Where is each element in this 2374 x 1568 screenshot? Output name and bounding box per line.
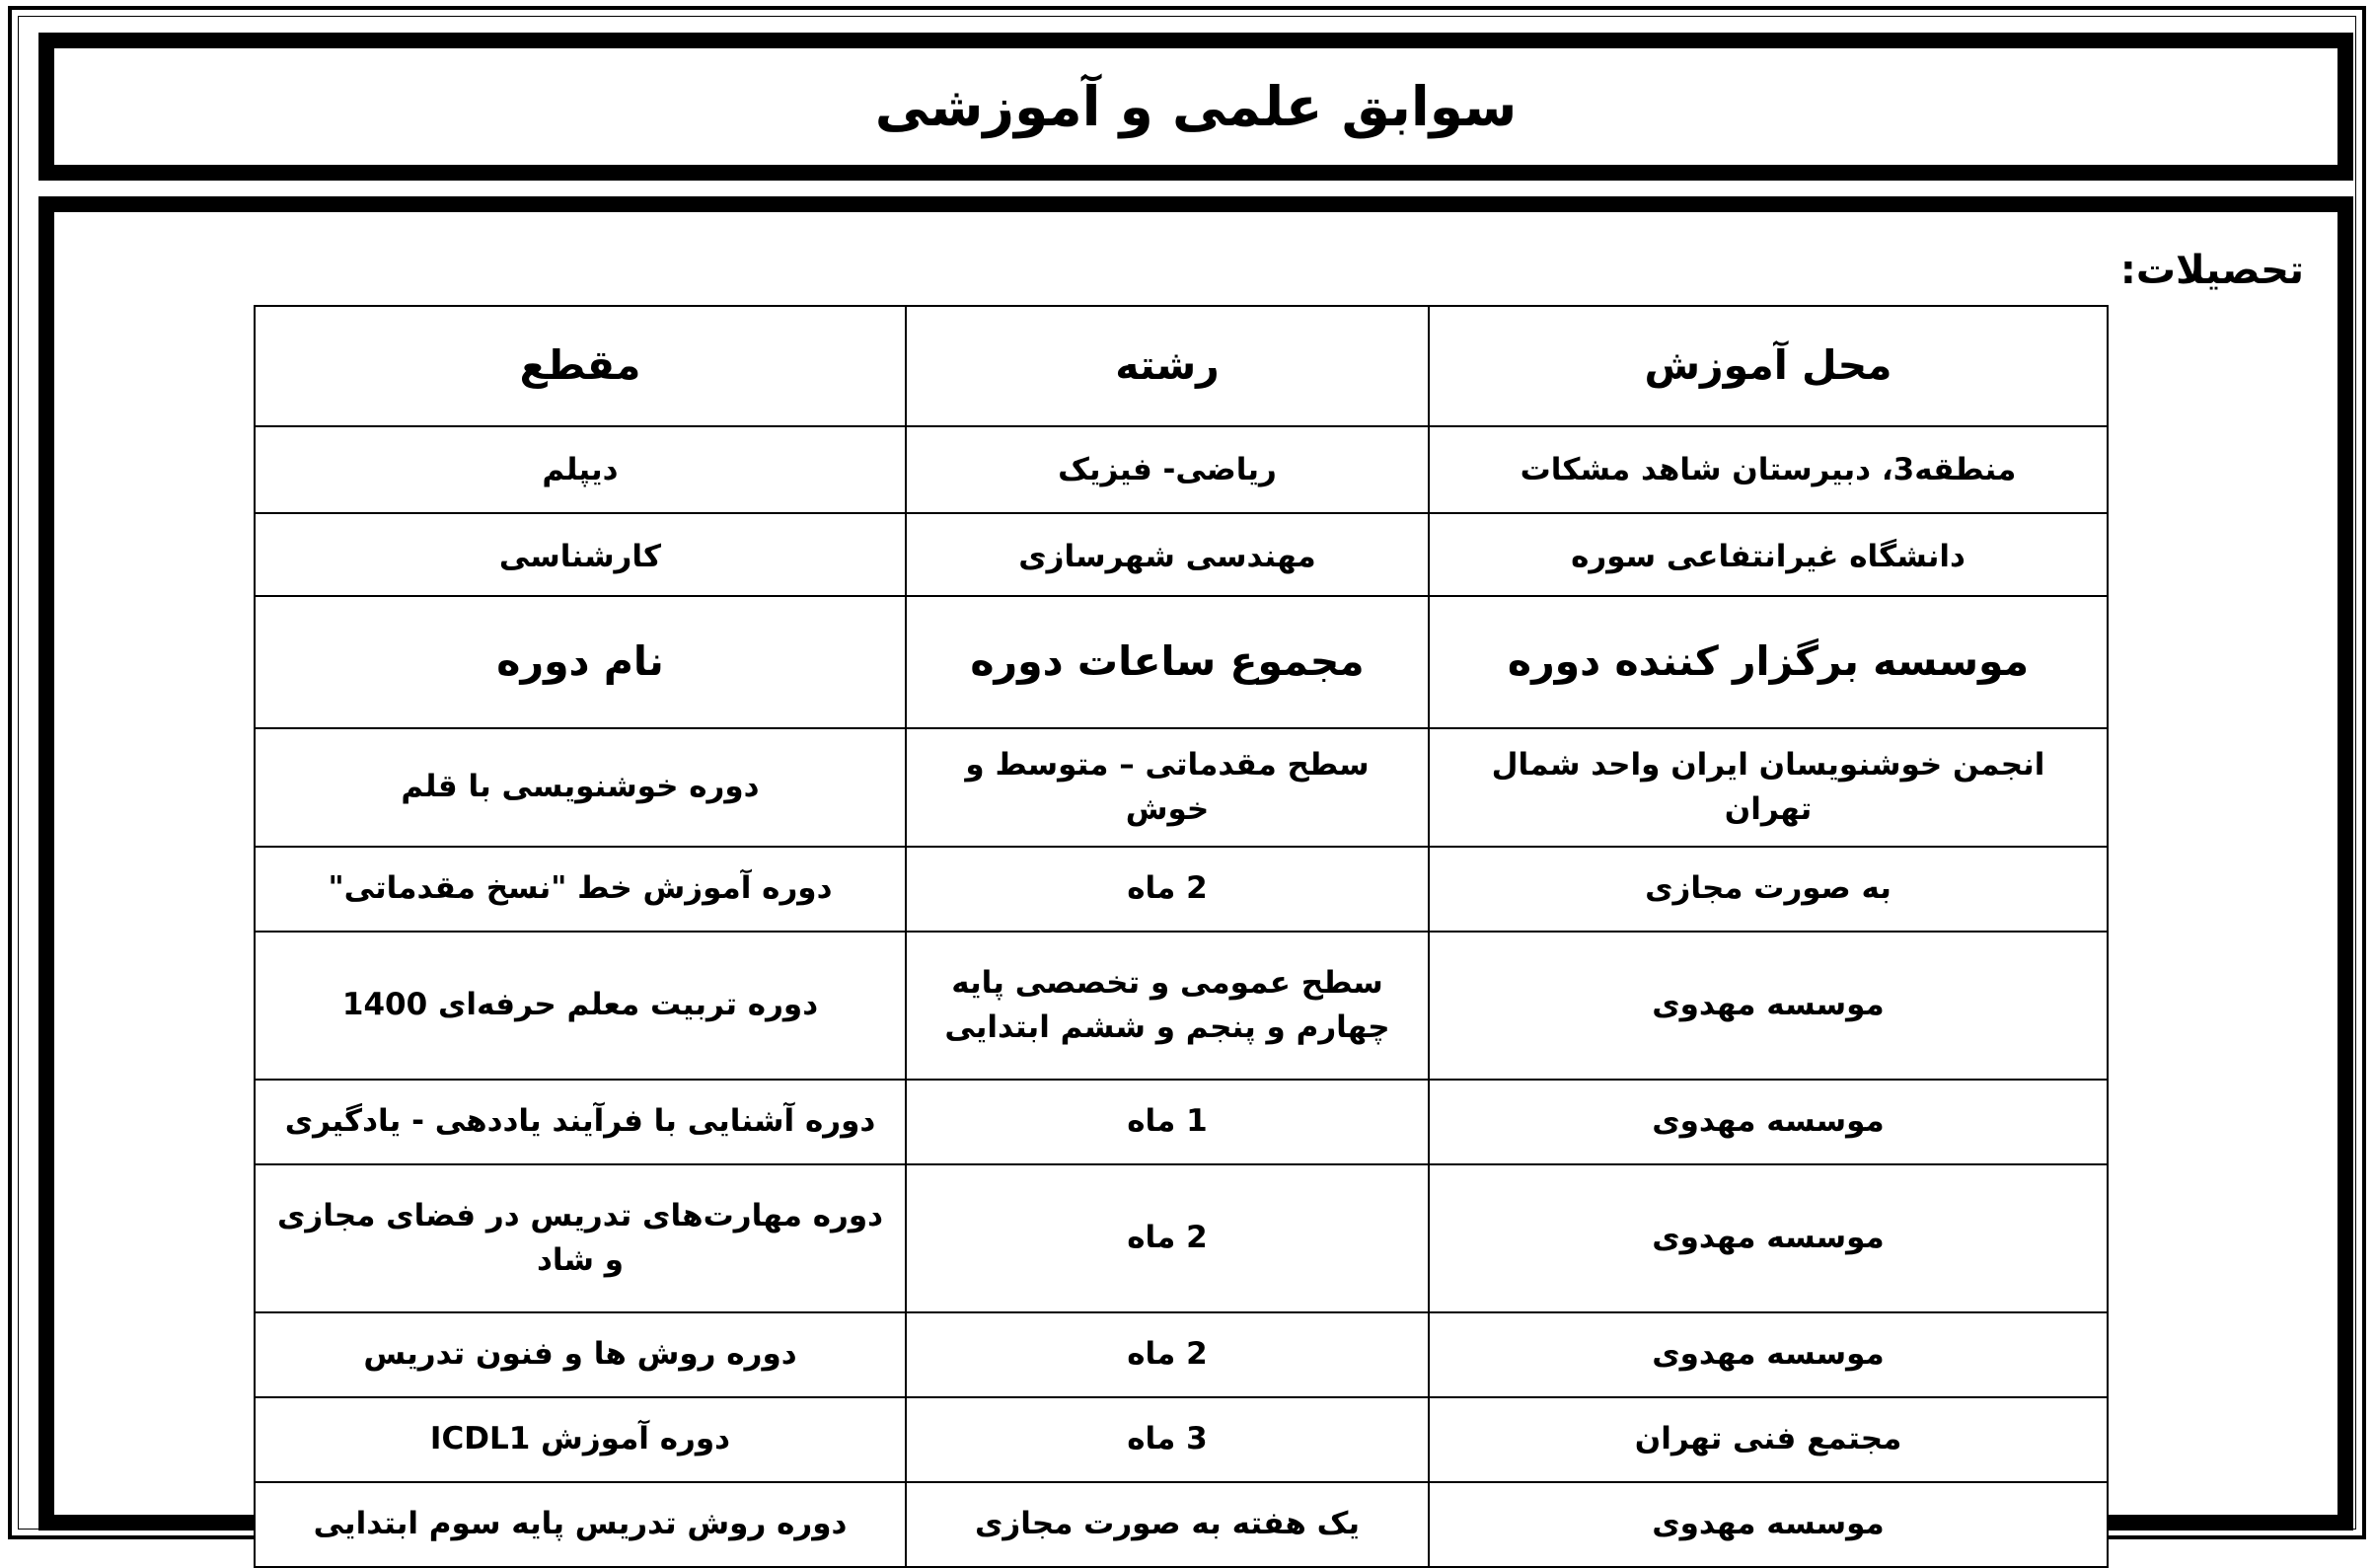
- table-row: [255, 1482, 2108, 1567]
- table-row: [255, 1312, 2108, 1397]
- courses-header-organizer: موسسه برگزار کننده دوره: [1429, 596, 2108, 728]
- courses-cell-hours: یک هفته به صورت مجازی: [906, 1482, 1429, 1567]
- courses-header-name: نام دوره: [255, 596, 906, 728]
- courses-cell-name: دوره روش تدریس پایه سوم ابتدایی: [255, 1482, 906, 1567]
- education-table: [254, 305, 2109, 601]
- courses-cell-name: دوره مهارت‌های تدریس در فضای مجازی و شاد: [255, 1164, 906, 1312]
- courses-cell-hours: 2 ماه: [906, 1312, 1429, 1397]
- education-cell-field: ریاضی- فیزیک: [906, 426, 1429, 513]
- education-header-field: رشته: [906, 306, 1429, 426]
- page-inner-rule: [18, 16, 2356, 1542]
- courses-cell-organizer: موسسه مهدوی: [1429, 1482, 2108, 1567]
- courses-cell-organizer: انجمن خوشنویسان ایران واحد شمال تهران: [1429, 728, 2108, 847]
- courses-cell-hours: سطح مقدماتی – متوسط و خوش: [906, 728, 1429, 847]
- education-header-level: مقطع: [255, 306, 906, 426]
- courses-cell-organizer: به صورت مجازی: [1429, 847, 2108, 932]
- courses-cell-name: دوره تربیت معلم حرفه‌ای 1400: [255, 932, 906, 1080]
- courses-cell-name: دوره روش ها و فنون تدریس: [255, 1312, 906, 1397]
- courses-table: [254, 595, 2109, 1568]
- table-row: [255, 847, 2108, 932]
- table-row: [255, 426, 2108, 513]
- document-body: [54, 212, 2337, 1542]
- document-title-banner: [38, 33, 2353, 181]
- courses-cell-hours: سطح عمومی و تخصصی پایه چهارم و پنجم و ششم ابتدایی: [906, 932, 1429, 1080]
- courses-cell-hours: 3 ماه: [906, 1397, 1429, 1482]
- page-title: سوابق علمی و آموزشی: [874, 74, 1518, 138]
- table-row: [255, 728, 2108, 847]
- table-row: [255, 1397, 2108, 1482]
- table-row: [255, 1164, 2108, 1312]
- table-row: [255, 1080, 2108, 1164]
- education-cell-level: دیپلم: [255, 426, 906, 513]
- courses-cell-name: دوره آشنایی با فرآیند یاددهی - یادگیری: [255, 1080, 906, 1164]
- education-cell-place: منطقه3، دبیرستان شاهد مشکات: [1429, 426, 2108, 513]
- courses-header-hours: مجموع ساعات دوره: [906, 596, 1429, 728]
- education-cell-place: دانشگاه غیرانتفاعی سوره: [1429, 513, 2108, 600]
- education-section-label: تحصیلات:: [2119, 248, 2304, 293]
- courses-cell-hours: 2 ماه: [906, 847, 1429, 932]
- courses-cell-organizer: مجتمع فنی تهران: [1429, 1397, 2108, 1482]
- table-row: [255, 513, 2108, 600]
- table-row: [255, 932, 2108, 1080]
- courses-cell-organizer: موسسه مهدوی: [1429, 932, 2108, 1080]
- courses-cell-name: دوره آموزش ICDL1: [255, 1397, 906, 1482]
- document-body-frame: [38, 196, 2353, 1542]
- education-cell-level: کارشناسی: [255, 513, 906, 600]
- page-outer-frame: [8, 6, 2366, 1542]
- courses-cell-organizer: موسسه مهدوی: [1429, 1080, 2108, 1164]
- education-table-header-row: [255, 306, 2108, 426]
- courses-cell-name: دوره خوشنویسی با قلم: [255, 728, 906, 847]
- courses-cell-name: دوره آموزش خط "نسخ مقدماتی": [255, 847, 906, 932]
- courses-cell-organizer: موسسه مهدوی: [1429, 1312, 2108, 1397]
- education-cell-field: مهندسی شهرسازی: [906, 513, 1429, 600]
- courses-cell-hours: 2 ماه: [906, 1164, 1429, 1312]
- courses-cell-organizer: موسسه مهدوی: [1429, 1164, 2108, 1312]
- courses-cell-hours: 1 ماه: [906, 1080, 1429, 1164]
- courses-table-header-row: [255, 596, 2108, 728]
- education-header-place: محل آموزش: [1429, 306, 2108, 426]
